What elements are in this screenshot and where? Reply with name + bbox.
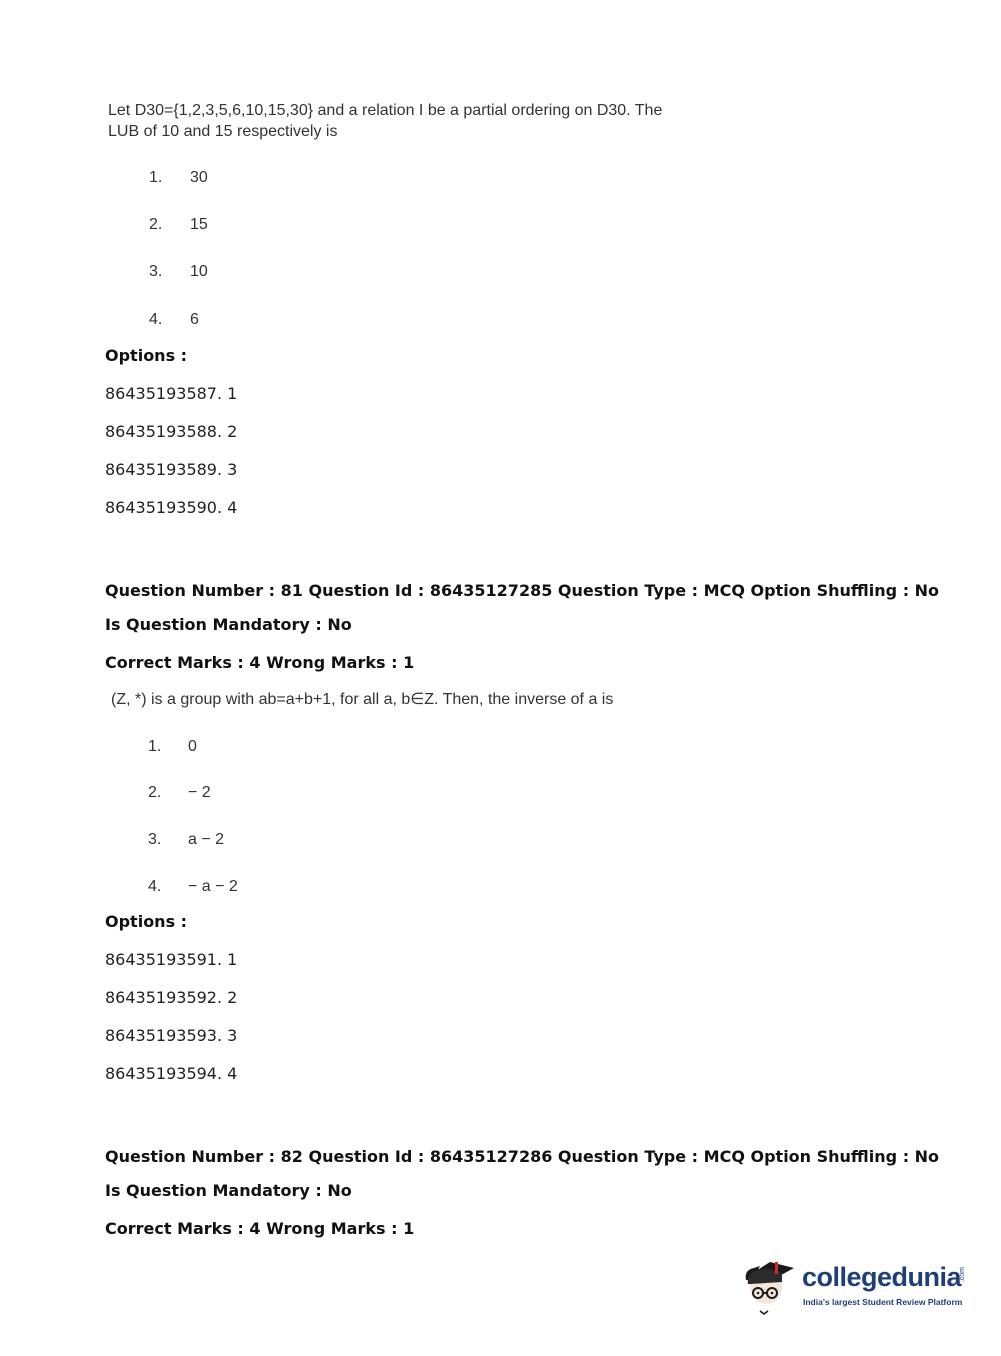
q81-meta-line2: Is Question Mandatory : No: [105, 615, 352, 634]
q80-choice-4-value: 6: [190, 311, 199, 328]
q81-options-label: Options :: [105, 912, 188, 931]
q81-choice-3-num: 3.: [148, 831, 162, 848]
q80-text-line1: Let D30={1,2,3,5,6,10,15,30} and a relation I be a partial ordering on D30. The: [108, 102, 663, 119]
q80-choice-4-num: 4.: [149, 311, 163, 328]
q80-options-label: Options :: [105, 346, 188, 365]
logo-wordmark: collegedunia: [802, 1262, 962, 1292]
q80-choice-3-value: 10: [190, 263, 208, 280]
q80-option-3: 86435193589. 3: [105, 460, 238, 479]
q82-meta-line3: Correct Marks : 4 Wrong Marks : 1: [105, 1219, 415, 1238]
q81-choice-4-value: − a − 2: [188, 878, 238, 895]
q81-option-1: 86435193591. 1: [105, 950, 238, 969]
q80-option-4: 86435193590. 4: [105, 498, 238, 517]
logo-tagline: India's largest Student Review Platform: [803, 1297, 963, 1307]
q82-meta-line1: Question Number : 82 Question Id : 86435127286 Question Type : MCQ Option Shuffling : No: [105, 1147, 940, 1166]
q80-choice-2-value: 15: [190, 216, 208, 233]
q81-option-4: 86435193594. 4: [105, 1064, 238, 1083]
q81-choice-4-num: 4.: [148, 878, 162, 895]
q81-meta-line1: Question Number : 81 Question Id : 86435127285 Question Type : MCQ Option Shuffling : No: [105, 581, 940, 600]
q82-meta-line2: Is Question Mandatory : No: [105, 1181, 352, 1200]
q81-text: (Z, *) is a group with ab=a+b+1, for all a, b∈Z. Then, the inverse of a is: [111, 691, 614, 708]
q81-option-2: 86435193592. 2: [105, 988, 238, 1007]
q80-choice-3-num: 3.: [149, 263, 163, 280]
q81-choice-1-num: 1.: [148, 738, 162, 755]
q81-meta-line3: Correct Marks : 4 Wrong Marks : 1: [105, 653, 415, 672]
q80-text-line2: LUB of 10 and 15 respectively is: [108, 123, 338, 140]
q80-choice-2-num: 2.: [149, 216, 163, 233]
q80-choice-1-num: 1.: [149, 169, 163, 186]
q80-option-1: 86435193587. 1: [105, 384, 238, 403]
q81-choice-1-value: 0: [188, 738, 197, 755]
q81-choice-2-num: 2.: [148, 784, 162, 801]
q81-choice-2-value: − 2: [188, 784, 211, 801]
q81-option-3: 86435193593. 3: [105, 1026, 238, 1045]
logo-com: .com: [959, 1267, 966, 1283]
q80-option-2: 86435193588. 2: [105, 422, 238, 441]
q81-choice-3-value: a − 2: [188, 831, 225, 848]
collegedunia-mascot-icon: [742, 1250, 802, 1318]
q80-choice-1-value: 30: [190, 169, 208, 186]
